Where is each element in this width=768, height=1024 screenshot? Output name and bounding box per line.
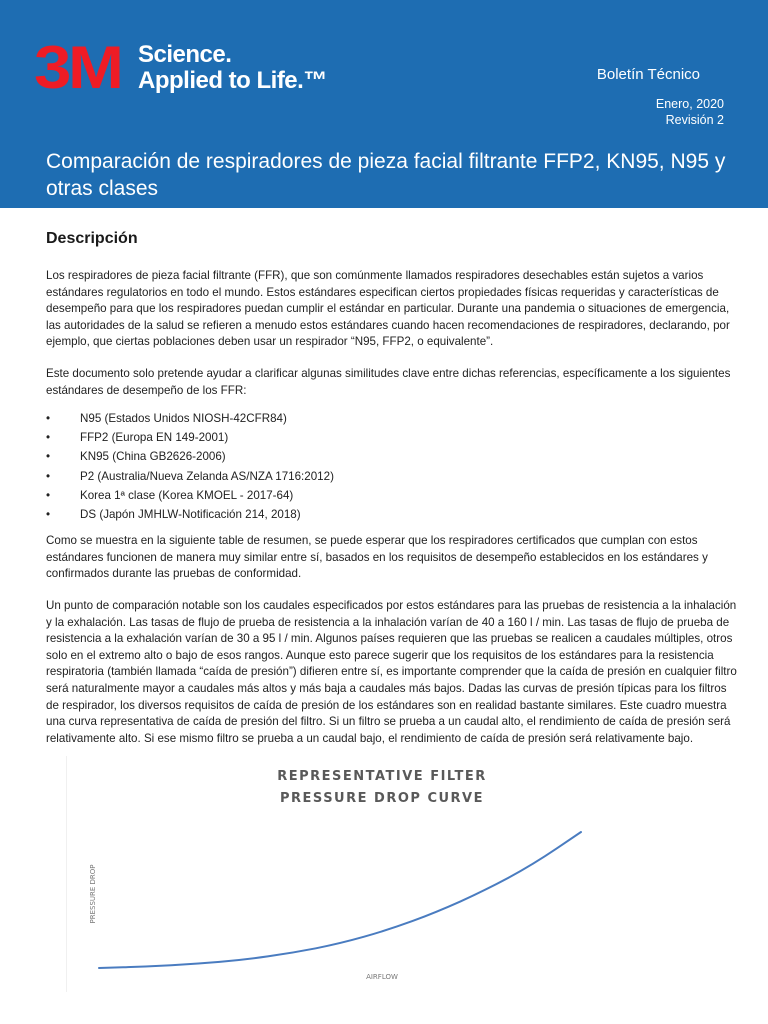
pressure-drop-chart xyxy=(66,756,689,992)
bulletin-label: Boletín Técnico xyxy=(596,66,700,83)
paragraph-3: Como se muestra en la siguiente table de resumen, se puede esperar que los respiradores certificados que cumplan con estos estándares funcionen de manera muy similar entre sí, basados en los requisitos de desempeño establecidos en los estándares y confirmados durante las pruebas de conformidad. xyxy=(46,534,708,581)
standards-list xyxy=(46,409,646,524)
list-item xyxy=(46,447,646,466)
list-item xyxy=(46,409,646,428)
list-item-text: Korea 1ª clase (Korea KMOEL - 2017-64) xyxy=(80,488,294,502)
3m-logo: 3M xyxy=(34,34,121,101)
section-heading: Descripción xyxy=(46,230,138,247)
bullet-icon: • xyxy=(46,469,51,483)
tagline xyxy=(138,42,327,94)
paragraph-4: Un punto de comparación notable son los caudales especificados por estos estándares para las pruebas de resistencia a la inhalación y la exhalación. Las tasas de flujo de prueba de resistencia a la inhalación varían de 40 a 160 l / min. Las tasas de flujo de prueba de resistencia a la exhalación varían de 30 a 95 l / min. Algunos países requieren que las pruebas se realicen a caudales múltiples, otros solo en el extremo alto o bajo de esos rangos. Aunque esto parece sugerir que los requisitos de los estándares para la resistencia respiratoria (también llamada “caída de presión”) difieren entre sí, es importante comprender que la caída de presión en cualquier filtro será naturalmente mayor a caudales más altos y más baja a caudales más bajos. Dadas las curvas de presión típicas para los filtros de respirador, los diversos requisitos de caída de presión de los estándares son en realidad bastante similares. Este cuadro muestra una curva representativa de caída de presión del filtro. Si un filtro se prueba a un caudal alto, el rendimiento de caída de presión será relativamente alto. Si ese mismo filtro se prueba a un caudal bajo, el rendimiento de caída de presión será relativamente bajo. xyxy=(46,599,737,745)
paragraph-2: Este documento solo pretende ayudar a clarificar algunas similitudes clave entre dichas referencias, específicamente a los siguientes estándares de desempeño de los FFR: xyxy=(46,367,731,397)
bullet-icon: • xyxy=(46,412,51,425)
chart-title-line1: REPRESENTATIVE FILTER xyxy=(277,769,487,784)
list-item xyxy=(46,505,646,524)
chart-title-line2: PRESSURE DROP CURVE xyxy=(280,791,484,806)
list-item xyxy=(46,467,646,486)
list-item-text: N95 (Estados Unidos NIOSH-42CFR84) xyxy=(80,412,287,425)
header-banner xyxy=(0,0,768,208)
bullet-icon: • xyxy=(46,450,51,464)
document-title: Comparación de respiradores de pieza facial filtrante FFP2, KN95, N95 y otras clases xyxy=(46,150,726,200)
list-item xyxy=(46,428,646,447)
list-item-text: FFP2 (Europa EN 149-2001) xyxy=(80,431,229,445)
list-item-text: P2 (Australia/Nueva Zelanda AS/NZA 1716:2012) xyxy=(80,469,334,483)
paragraph-1: Los respiradores de pieza facial filtrante (FFR), que son comúnmente llamados respiradores desechables están sujetos a varios estándares regulatorios en todo el mundo. Estos estándares especifican ciertos propiedades físicas requeridas y características de desempeño para que los respiradores puedan cumplir el estándar en particular. Durante una pandemia o situaciones de emergencia, las autoridades de la salud se refieren a menudo estos estándares cuando hacen recomendaciones de respiradores, declarando, por ejemplo, que ciertas poblaciones deben usar un respirador “N95, FFP2, o equivalente”. xyxy=(46,269,730,349)
y-axis-label: PRESSURE DROP xyxy=(89,864,97,924)
list-item xyxy=(46,486,646,505)
chart-svg xyxy=(67,756,689,992)
list-item-text: DS (Japón JMHLW-Notificación 214, 2018) xyxy=(80,508,301,522)
tagline-line1: Science. xyxy=(138,41,232,68)
bullet-icon: • xyxy=(46,431,51,445)
series-line-0 xyxy=(99,832,581,968)
x-axis-label: AIRFLOW xyxy=(366,973,398,981)
list-item-text: KN95 (China GB2626-2006) xyxy=(80,450,226,464)
bullet-icon: • xyxy=(46,508,51,522)
bullet-icon: • xyxy=(46,488,51,502)
series-layer xyxy=(99,832,581,968)
revision: Revisión 2 xyxy=(665,113,724,127)
tagline-line2: Applied to Life.™ xyxy=(138,67,327,94)
date: Enero, 2020 xyxy=(655,97,724,111)
date-block xyxy=(656,96,724,128)
